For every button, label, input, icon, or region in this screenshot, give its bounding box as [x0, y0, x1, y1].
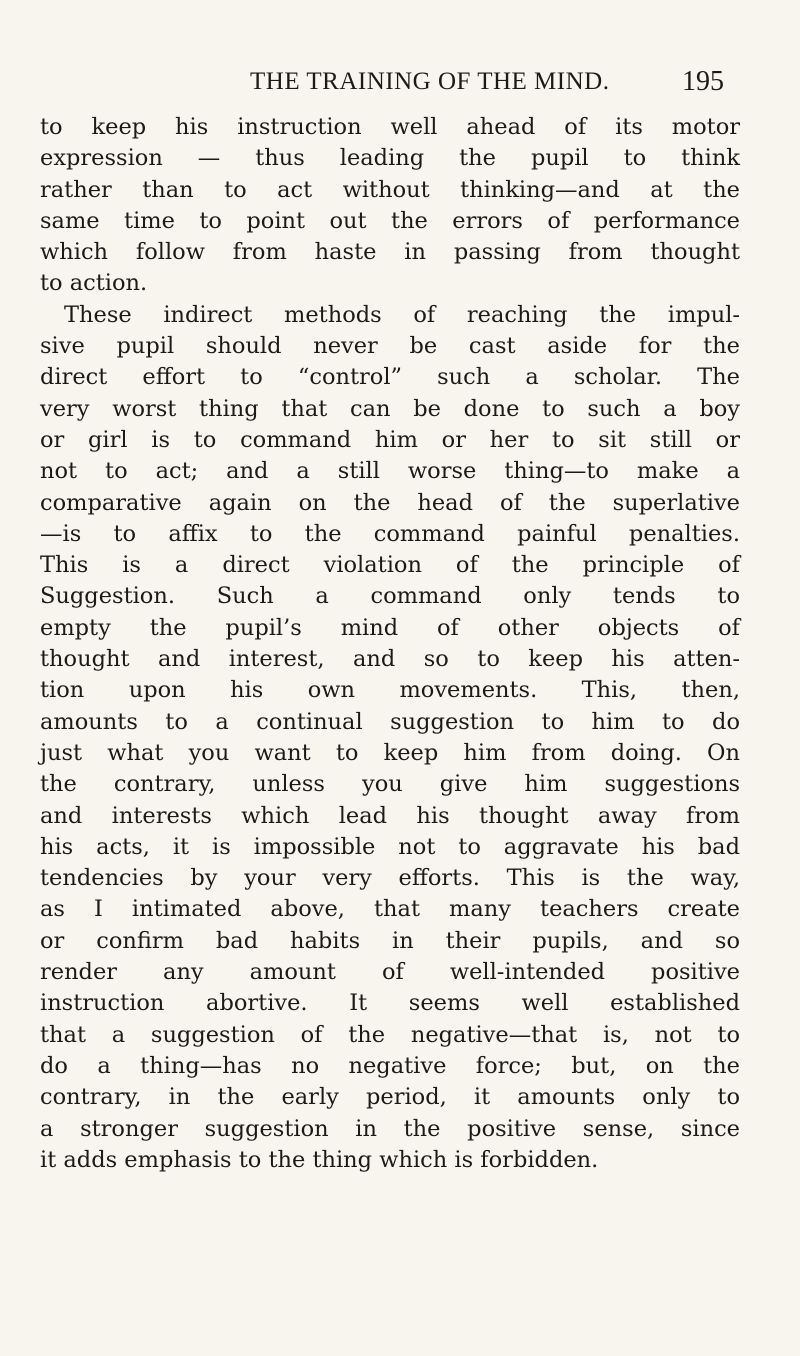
text-line: or girl is to command him or her to sit still or: [40, 426, 740, 453]
text-line: just what you want to keep him from doing. On: [40, 739, 740, 766]
text-line: thought and interest, and so to keep his atten-: [40, 646, 740, 673]
text-line: direct effort to “control” such a scholar. The: [40, 364, 740, 391]
text-line: or confirm bad habits in their pupils, and so: [40, 927, 740, 954]
text-line: his acts, it is impossible not to aggravate his bad: [40, 833, 740, 860]
running-head: THE TRAINING OF THE MIND.: [250, 68, 610, 95]
text-line: —is to affix to the command painful penalties.: [40, 520, 740, 547]
text-line: the contrary, unless you give him suggestions: [40, 771, 740, 798]
text-line: This is a direct violation of the principle of: [40, 552, 740, 579]
text-line: comparative again on the head of the superlative: [40, 489, 740, 516]
text-line: tendencies by your very efforts. This is the way,: [40, 865, 740, 892]
text-line: Suggestion. Such a command only tends to: [40, 583, 740, 610]
text-line: These indirect methods of reaching the impul-: [64, 301, 740, 328]
body-text: [40, 112, 740, 1176]
text-line: amounts to a continual suggestion to him to do: [40, 708, 740, 735]
text-line: tion upon his own movements. This, then,: [40, 677, 740, 704]
text-line: empty the pupil’s mind of other objects of: [40, 614, 740, 641]
text-line: very worst thing that can be done to such a boy: [40, 395, 740, 422]
text-line: to keep his instruction well ahead of its motor: [40, 114, 740, 140]
text-line: a stronger suggestion in the positive sense, since: [40, 1115, 740, 1142]
page-number: 195: [682, 66, 724, 97]
text-line: which follow from haste in passing from thought: [40, 239, 740, 266]
text-line: do a thing—has no negative force; but, on the: [40, 1052, 740, 1079]
text-line: not to act; and a still worse thing—to make a: [40, 458, 740, 485]
text-line: same time to point out the errors of performance: [40, 207, 740, 234]
text-line: that a suggestion of the negative—that is, not to: [40, 1021, 740, 1048]
text-line: as I intimated above, that many teachers create: [40, 896, 740, 923]
text-line: expression — thus leading the pupil to think: [40, 145, 740, 172]
text-line: to action.: [40, 270, 148, 297]
text-line: render any amount of well-intended positive: [40, 959, 740, 986]
text-line: sive pupil should never be cast aside for the: [40, 333, 740, 360]
text-line: and interests which lead his thought away from: [40, 802, 740, 829]
text-line: rather than to act without thinking—and at the: [40, 176, 740, 203]
text-line: it adds emphasis to the thing which is forbidden.: [40, 1146, 599, 1173]
text-line: contrary, in the early period, it amounts only to: [40, 1084, 740, 1111]
text-line: instruction abortive. It seems well established: [40, 990, 740, 1017]
